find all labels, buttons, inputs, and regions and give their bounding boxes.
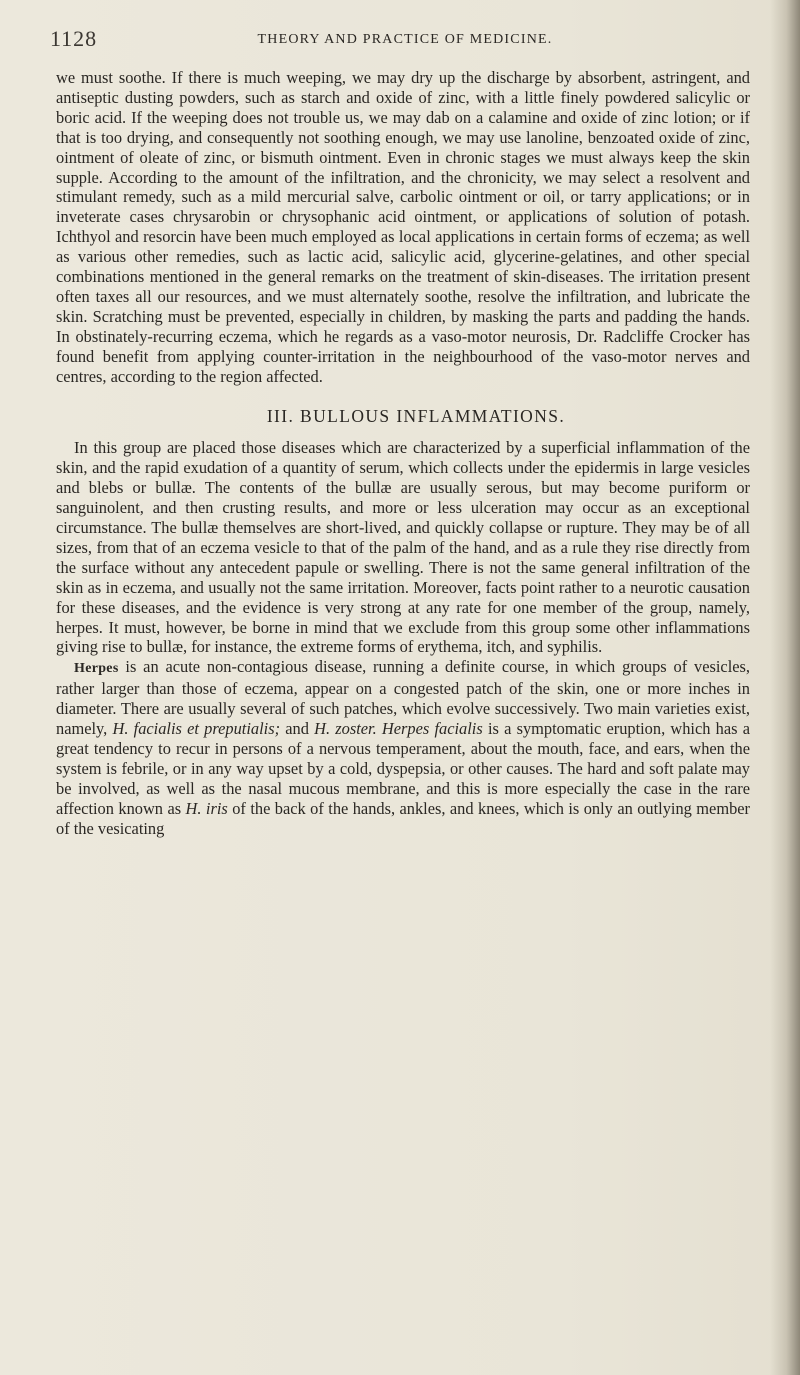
paragraph-herpes	[56, 657, 750, 838]
herpes-italic-3: H. iris	[185, 798, 228, 818]
herpes-italic-1: H. facialis et preputialis;	[112, 719, 281, 739]
page-header	[50, 26, 750, 52]
herpes-text-3: is a symptomatic eruption, which has a great tendency to recur in persons of a nervous temperament, about the mouth, face, and ears, when the system is febrile, or in any way upset by a cold, dyspepsia, or other causes. The hard and soft palate may be involved, as well as the nasal mucous membrane, and this is more especially the case in the rare affection known as	[56, 719, 750, 818]
herpes-text-4: of the back of the hands, ankles, and knees, which is only an outlying member of the vesicating	[56, 798, 751, 838]
herpes-text-2: and	[280, 719, 315, 739]
paragraph-eczema-treatment: we must soothe. If there is much weeping, we may dry up the discharge by absorbent, astringent, and antiseptic dusting powders, such as starch and oxide of zinc, with a little finely powdered salicylic or boric acid. If the weeping does not trouble us, we may dab on a calamine and oxide of zinc lotion; or if that is too drying, and consequently not soothing enough, we may use lanoline, benzoated oxide of zinc, ointment of oleate of zinc, or bismuth ointment. Even in chronic stages we must always keep the skin supple. According to the amount of the infiltration, and the chronicity, we may select a resolvent and stimulant remedy, such as a mild mercurial salve, carbolic ointment or oil, or tarry applications; or in inveterate cases chrysarobin or chrysophanic acid ointment, or applications of solution of potash. Ichthyol and resorcin have been much employed as local applications in certain forms of eczema; as well as various other remedies, such as lactic acid, salicylic acid, glycerine-gelatines, and other special combinations mentioned in the general remarks on the treatment of skin-diseases. The irritation present often taxes all our resources, and we must alternately soothe, resolve the infiltration, and lubricate the skin. Scratching must be prevented, especially in children, by masking the parts and padding the hands. In obstinately-recurring eczema, which he regards as a vaso-motor neurosis, Dr. Radcliffe Crocker has found benefit from applying counter-irritation in the neighbourhood of the vaso-motor nerves and centres, according to the region affected.	[56, 68, 750, 386]
paragraph-bullous-intro: In this group are placed those diseases which are characterized by a superficial inflammation of the skin, and the rapid exudation of a quantity of serum, which collects under the epidermis in large vesicles and blebs or bullæ. The contents of the bullæ are usually serous, but may become puriform or sanguinolent, and then crusting results, and more or less ulceration may occur as an exceptional circumstance. The bullæ themselves are short-lived, and quickly collapse or rupture. They may be of all sizes, from that of an eczema vesicle to that of the palm of the hand, and as a rule they rise directly from the surface without any antecedent papule or swelling. There is not the same general infiltration of the skin as in eczema, and usually not the same irritation. Moreover, facts point rather to a neurotic causation for these diseases, and the evidence is very strong at any rate for one member of the group, namely, herpes. It must, however, be borne in mind that we exclude from this group some other inflammations giving rise to bullæ, for instance, the extreme forms of erythema, itch, and syphilis.	[56, 438, 750, 657]
run-in-heading: Herpes	[74, 661, 119, 677]
herpes-text-1: is an acute non-contagious disease, running a definite course, in which groups of vesicles, rather larger than those of eczema, appear on a congested patch of the skin, one or more inches in diameter. There are usually several of such patches, which evolve successively. Two main varieties exist, namely,	[56, 657, 750, 739]
page-edge-shadow	[770, 0, 800, 1375]
herpes-italic-2: H. zoster. Herpes facialis	[314, 719, 483, 739]
section-heading: III. BULLOUS INFLAMMATIONS.	[266, 405, 566, 426]
body-text	[56, 68, 750, 839]
page-number: 1128	[50, 26, 98, 51]
running-head: THEORY AND PRACTICE OF MEDICINE.	[257, 32, 553, 47]
